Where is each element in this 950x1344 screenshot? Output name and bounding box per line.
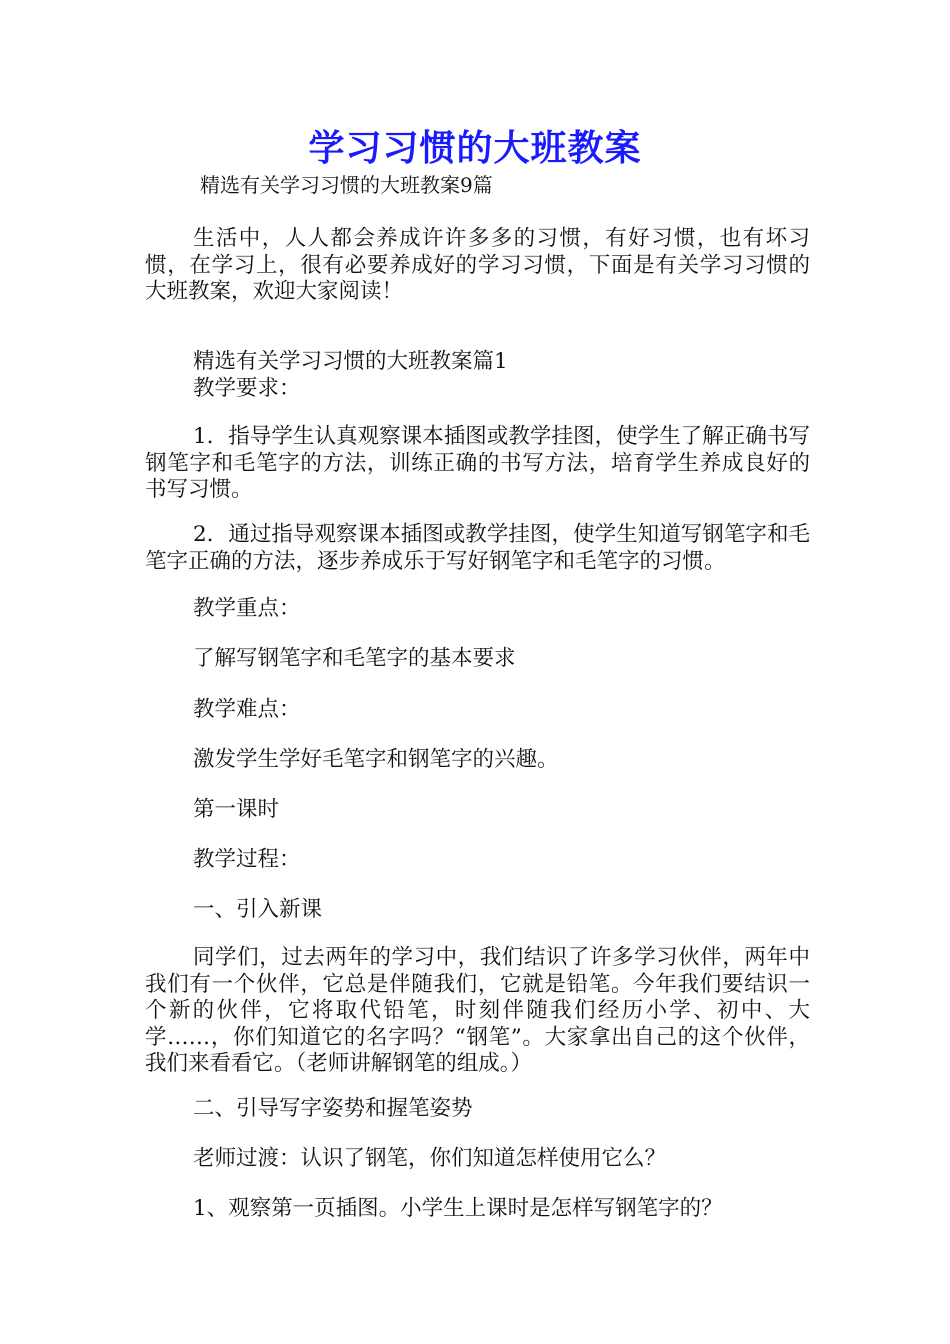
key-points-label: 教学重点：: [193, 596, 301, 621]
requirement-2: 2．通过指导观察课本插图或教学挂图，使学生知道写钢笔字和毛笔字正确的方法，逐步养成乐于写好钢笔字和毛笔字的习惯。: [145, 522, 810, 574]
teacher-transition: 老师过渡：认识了钢笔，你们知道怎样使用它么？: [193, 1146, 667, 1171]
document-subtitle: 精选有关学习习惯的大班教案9篇: [200, 173, 493, 197]
step-1-paragraph: 同学们，过去两年的学习中，我们结识了许多学习伙伴，两年中我们有一个伙伴，它总是伴随我们，它就是铅笔。今年我们要结识一个新的伙伴，它将取代铅笔，时刻伴随我们经历小学、初中、大学……，你们知道它的名字吗？“钢笔”。大家拿出自己的这个伙伴，我们来看看它。（老师讲解钢笔的组成。）: [145, 945, 810, 1076]
requirements-label: 教学要求：: [193, 376, 301, 401]
process-label: 教学过程：: [193, 847, 301, 872]
document-title: 学习习惯的大班教案: [308, 127, 642, 169]
observe-item-1: 1、观察第一页插图。小学生上课时是怎样写钢笔字的？: [193, 1196, 723, 1221]
difficulty-text: 激发学生学好毛笔字和钢笔字的兴趣。: [193, 747, 559, 772]
lesson-label: 第一课时: [193, 797, 280, 822]
step-2-heading: 二、引导写字姿势和握笔姿势: [193, 1096, 473, 1121]
section-heading: 精选有关学习习惯的大班教案篇1: [193, 349, 508, 374]
requirement-1: 1．指导学生认真观察课本插图或教学挂图，使学生了解正确书写钢笔字和毛笔字的方法，训练正确的书写方法，培育学生养成良好的书写习惯。: [145, 424, 810, 502]
intro-paragraph: 生活中，人人都会养成许许多多的习惯，有好习惯，也有坏习惯，在学习上，很有必要养成好的学习习惯，下面是有关学习习惯的大班教案，欢迎大家阅读！: [145, 226, 810, 304]
difficulty-label: 教学难点：: [193, 697, 301, 722]
key-points-text: 了解写钢笔字和毛笔字的基本要求: [193, 646, 516, 671]
step-1-heading: 一、引入新课: [193, 897, 323, 922]
